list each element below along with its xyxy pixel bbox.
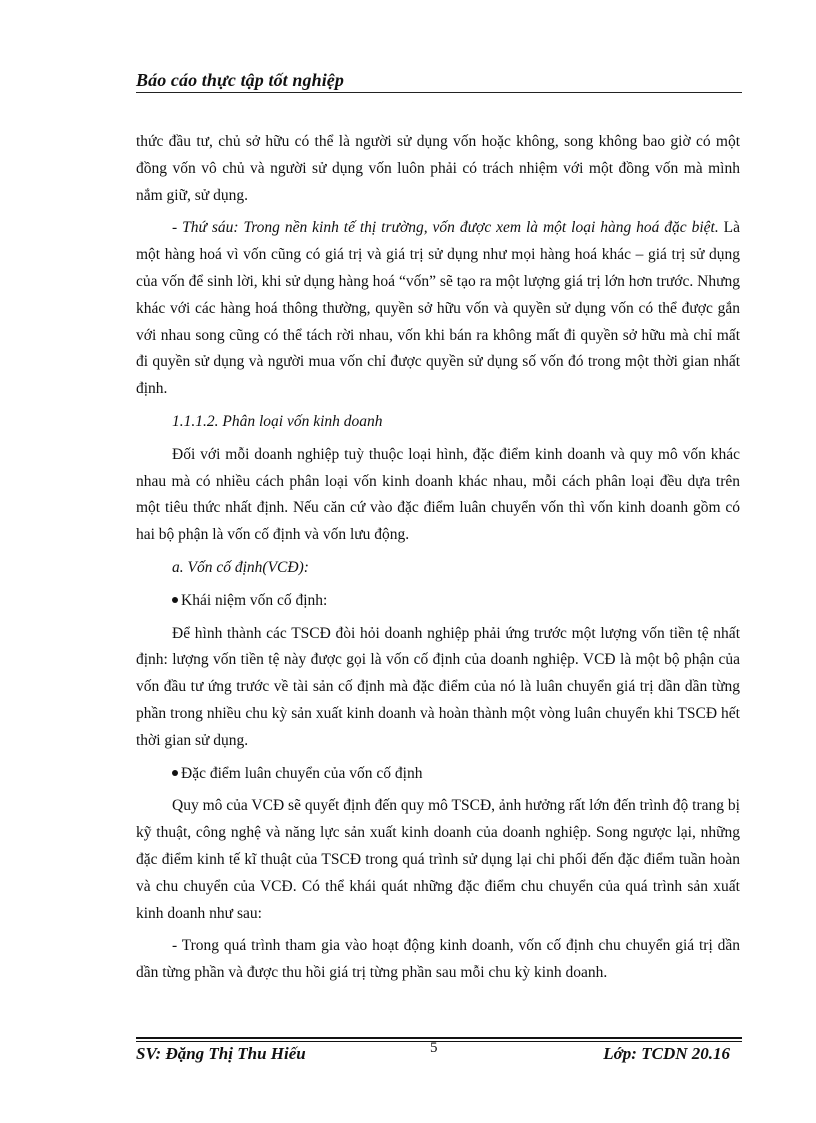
paragraph-sixth-point — [136, 215, 740, 403]
document-body — [136, 129, 740, 993]
page-number: 5 — [430, 1040, 438, 1056]
section-heading-classification: 1.1.1.2. Phân loại vốn kinh doanh — [172, 412, 383, 430]
paragraph-characteristics: Quy mô của VCĐ sẽ quyết định đến quy mô TSCĐ, ảnh hưởng rất lớn đến trình độ trang bị kỹ thuật, công nghệ và năng lực sản xuất kinh doanh của doanh nghiệp. Song ngược lại, những đặc điểm kinh tế kĩ thuật của TSCĐ trong quá trình sử dụng lại chi phối đến đặc điểm tuần hoàn và chu chuyển của VCĐ. Có thể khái quát những đặc điểm chu chuyển của quá trình sản xuất kinh doanh như sau: — [136, 797, 740, 922]
footer-divider-thick — [136, 1037, 742, 1039]
footer-student-name: SV: Đặng Thị Thu Hiếu — [136, 1044, 306, 1063]
bullet-dot-icon — [172, 597, 178, 603]
header-divider — [136, 92, 742, 93]
bullet-characteristics-label: Đặc điểm luân chuyển của vốn cố định — [181, 764, 423, 782]
paragraph-concept: Để hình thành các TSCĐ đòi hỏi doanh nghiệp phải ứng trước một lượng vốn tiền tệ nhất định: lượng vốn tiền tệ này được gọi là vốn cố định của doanh nghiệp. VCĐ là một bộ phận của vốn đầu tư ứng trước về tài sản cố định mà đặc điểm của nó là luân chuyển giá trị dần dần từng phần trong nhiều chu kỳ sản xuất kinh doanh và hoàn thành một vòng luân chuyển khi TSCĐ hết thời gian sử dụng. — [136, 624, 740, 749]
sixth-point-lead: - Thứ sáu: Trong nền kinh tế thị trường, vốn được xem là một loại hàng hoá đặc biệt. — [172, 219, 719, 237]
subsection-heading-fixed-capital: a. Vốn cố định(VCĐ): — [172, 558, 309, 576]
paragraph-ownership: thức đầu tư, chủ sở hữu có thể là người sử dụng vốn hoặc không, song không bao giờ có một đồng vốn vô chủ và người sử dụng vốn luôn phải có trách nhiệm với một đồng vốn mà mình nắm giữ, sử dụng. — [136, 133, 740, 204]
bullet-dot-icon — [172, 770, 178, 776]
footer-divider-thin — [136, 1041, 742, 1042]
paragraph-classification: Đối với mỗi doanh nghiệp tuỳ thuộc loại hình, đặc điểm kinh doanh và quy mô vốn khác nhau mà có nhiều cách phân loại vốn kinh doanh khác nhau, mỗi cách phân loại đều dựa trên một tiêu thức nhất định. Nếu căn cứ vào đặc điểm luân chuyển vốn thì vốn kinh doanh gồm có hai bộ phận là vốn cố định và vốn lưu động. — [136, 445, 740, 544]
bullet-characteristics — [136, 761, 740, 788]
bullet-concept — [136, 588, 740, 615]
paragraph-circulation: - Trong quá trình tham gia vào hoạt động kinh doanh, vốn cố định chu chuyển giá trị dần dần từng phần và được thu hồi giá trị từng phần sau mỗi chu kỳ kinh doanh. — [136, 937, 740, 982]
bullet-concept-label: Khái niệm vốn cố định: — [181, 591, 328, 609]
sixth-point-text: Là một hàng hoá vì vốn cũng có giá trị và giá trị sử dụng như mọi hàng hoá khác – giá trị sử dụng của vốn để sinh lời, khi sử dụng hàng hoá “vốn” sẽ tạo ra một lượng giá trị lớn hơn trước. Nhưng khác với các hàng hoá thông thường, quyền sở hữu vốn và quyền sử dụng vốn có thể được gắn với nhau song cũng có thể tách rời nhau, vốn khi bán ra không mất đi quyền sở hữu mà chỉ mất đi quyền sử dụng và người mua vốn chỉ được quyền sử dụng số vốn đó trong một thời gian nhất định. — [136, 219, 740, 398]
document-header-title: Báo cáo thực tập tốt nghiệp — [136, 70, 344, 90]
footer-class: Lớp: TCDN 20.16 — [603, 1044, 730, 1063]
